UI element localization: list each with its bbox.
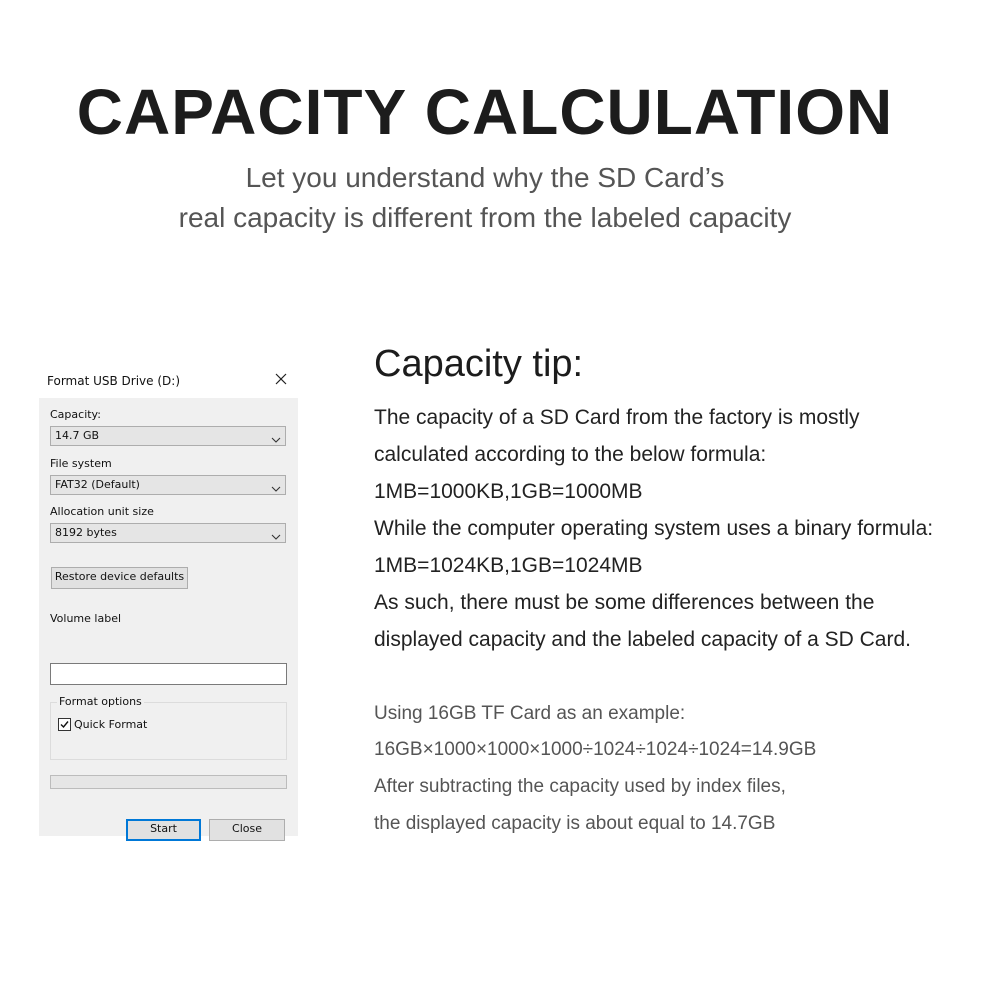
tip-line-4: While the computer operating system uses a binary formula: [374,517,934,540]
allocation-select[interactable] [50,523,286,543]
chevron-down-icon [271,432,281,440]
volume-label: Volume label [50,612,122,625]
tip-line-3: 1MB=1000KB,1GB=1000MB [374,480,643,503]
dialog-body [39,398,298,836]
filesystem-value: FAT32 (Default) [55,478,140,491]
subtitle-line-1: Let you understand why the SD Card’s [245,162,725,193]
dialog-title: Format USB Drive (D:) [47,374,181,388]
tip-line-5: 1MB=1024KB,1GB=1024MB [374,554,643,577]
format-dialog [39,362,298,836]
chevron-down-icon [271,481,281,489]
allocation-value: 8192 bytes [55,526,117,539]
example-line-2: 16GB×1000×1000×1000÷1024÷1024÷1024=14.9GB [374,739,817,760]
capacity-label: Capacity: [50,408,101,421]
checkmark-icon [59,719,70,730]
page-title: CAPACITY CALCULATION [76,76,894,148]
tip-line-1: The capacity of a SD Card from the factory is mostly [374,406,860,429]
chevron-down-icon [271,529,281,537]
format-progress-bar [50,775,287,789]
format-options-label: Format options [59,695,142,708]
close-icon[interactable] [273,371,289,387]
example-line-3: After subtracting the capacity used by index files, [374,776,786,797]
example-line-4: the displayed capacity is about equal to 14.7GB [374,813,776,834]
tip-title: Capacity tip: [374,343,584,385]
format-options-group [50,695,287,760]
allocation-label: Allocation unit size [50,505,154,518]
quick-format-label: Quick Format [74,718,148,731]
start-button[interactable]: Start [126,819,201,841]
capacity-select[interactable] [50,426,286,446]
restore-defaults-button[interactable]: Restore device defaults [51,567,188,589]
filesystem-label: File system [50,457,112,470]
example-line-1: Using 16GB TF Card as an example: [374,703,686,724]
subtitle-line-2: real capacity is different from the labeled capacity [178,202,792,233]
close-button[interactable]: Close [209,819,285,841]
capacity-value: 14.7 GB [55,429,100,442]
tip-line-2: calculated according to the below formula: [374,443,767,466]
volume-label-input[interactable] [50,663,287,685]
checkbox-box[interactable] [58,718,71,731]
filesystem-select[interactable] [50,475,286,495]
tip-line-7: displayed capacity and the labeled capacity of a SD Card. [374,628,911,651]
tip-line-6: As such, there must be some differences between the [374,591,875,614]
